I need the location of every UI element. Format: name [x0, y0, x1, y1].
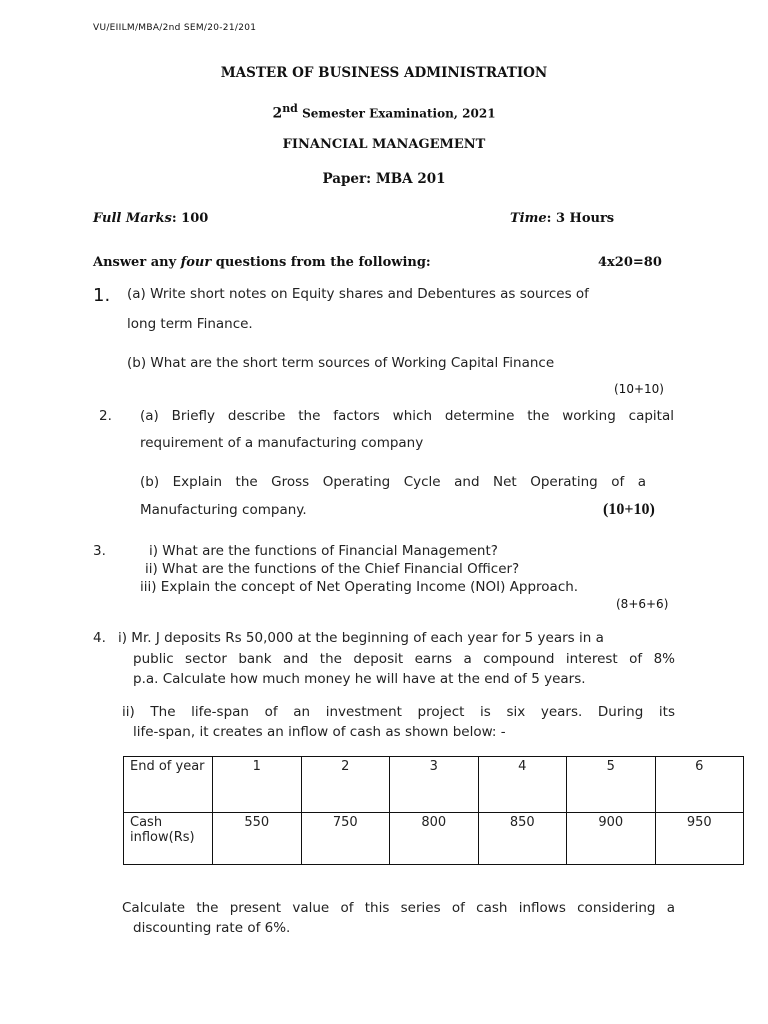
- table-row: [124, 757, 744, 813]
- q4-i-line1: i) Mr. J deposits Rs 50,000 at the beginning of each year for 5 years in a: [118, 630, 604, 646]
- table-cell: 6: [655, 757, 744, 813]
- q3-iii: iii) Explain the concept of Net Operating Income (NOI) Approach.: [140, 579, 579, 595]
- full-marks: [93, 211, 208, 226]
- q4-number: 4.: [93, 630, 106, 646]
- table-header-cell: Cash inflow(Rs): [124, 813, 213, 865]
- table-cell: 4: [478, 757, 567, 813]
- time-label: Time: [510, 211, 547, 226]
- full-marks-label: Full Marks: [93, 211, 172, 226]
- subject-title: FINANCIAL MANAGEMENT: [282, 137, 486, 152]
- q2-b-line2: Manufacturing company.: [140, 502, 307, 518]
- semester-suffix: nd: [282, 102, 298, 115]
- q4-ii-line1: ii) The life-span of an investment project is six years. During its: [122, 704, 675, 720]
- q2-number: 2.: [99, 408, 112, 424]
- paper-title: Paper: MBA 201: [322, 171, 446, 187]
- table-cell: 750: [301, 813, 390, 865]
- instruction-post: questions from the following:: [211, 255, 431, 270]
- q1-a-line1: (a) Write short notes on Equity shares and Debentures as sources of: [127, 286, 589, 302]
- instruction: [93, 255, 431, 270]
- table-cell: 1: [213, 757, 302, 813]
- time-allowed: [510, 211, 614, 226]
- table-cell: 950: [655, 813, 744, 865]
- q4-ii-line2: life-span, it creates an inflow of cash as shown below: -: [133, 724, 506, 740]
- q3-ii: ii) What are the functions of the Chief Financial Officer?: [145, 561, 520, 577]
- cash-inflow-table: [123, 756, 744, 865]
- table-cell: 3: [390, 757, 479, 813]
- q2-b-line1: (b) Explain the Gross Operating Cycle and Net Operating of a: [140, 474, 646, 490]
- q2-a-line1: (a) Briefly describe the factors which determine the working capital: [140, 408, 674, 424]
- q1-a-line2: long term Finance.: [127, 316, 253, 332]
- table-cell: 800: [390, 813, 479, 865]
- table-row: [124, 813, 744, 865]
- table-header-cell: End of year: [124, 757, 213, 813]
- semester-ordinal: 2: [272, 105, 283, 122]
- q4-i-line2: public sector bank and the deposit earns a compound interest of 8%: [133, 651, 675, 667]
- q2-marks: (10+10): [603, 501, 655, 518]
- document-code: VU/EIILM/MBA/2nd SEM/20-21/201: [93, 23, 257, 33]
- table-cell: 2: [301, 757, 390, 813]
- instruction-emph: four: [180, 255, 212, 270]
- full-marks-value: : 100: [171, 211, 209, 226]
- table-cell: 850: [478, 813, 567, 865]
- q1-marks: (10+10): [614, 382, 664, 396]
- instruction-marks: 4x20=80: [598, 255, 662, 270]
- semester-rest: Semester Examination, 2021: [297, 106, 496, 121]
- table-cell: 550: [213, 813, 302, 865]
- instruction-pre: Answer any: [93, 255, 181, 270]
- degree-title: MASTER OF BUSINESS ADMINISTRATION: [220, 65, 548, 81]
- table-cell: 5: [567, 757, 656, 813]
- q4-calc-line1: Calculate the present value of this series of cash inflows considering a: [122, 900, 675, 916]
- semester-title: [0, 102, 768, 122]
- q4-i-line3: p.a. Calculate how much money he will have at the end of 5 years.: [133, 671, 586, 687]
- q3-marks: (8+6+6): [616, 597, 669, 611]
- q3-i: i) What are the functions of Financial Management?: [149, 543, 498, 559]
- q3-number: 3.: [93, 543, 106, 559]
- table-cell: 900: [567, 813, 656, 865]
- q1-number: 1.: [93, 285, 111, 306]
- q2-a-line2: requirement of a manufacturing company: [140, 435, 424, 451]
- q4-calc-line2: discounting rate of 6%.: [133, 920, 291, 936]
- time-value: : 3 Hours: [546, 211, 615, 226]
- q1-b: (b) What are the short term sources of Working Capital Finance: [127, 355, 555, 371]
